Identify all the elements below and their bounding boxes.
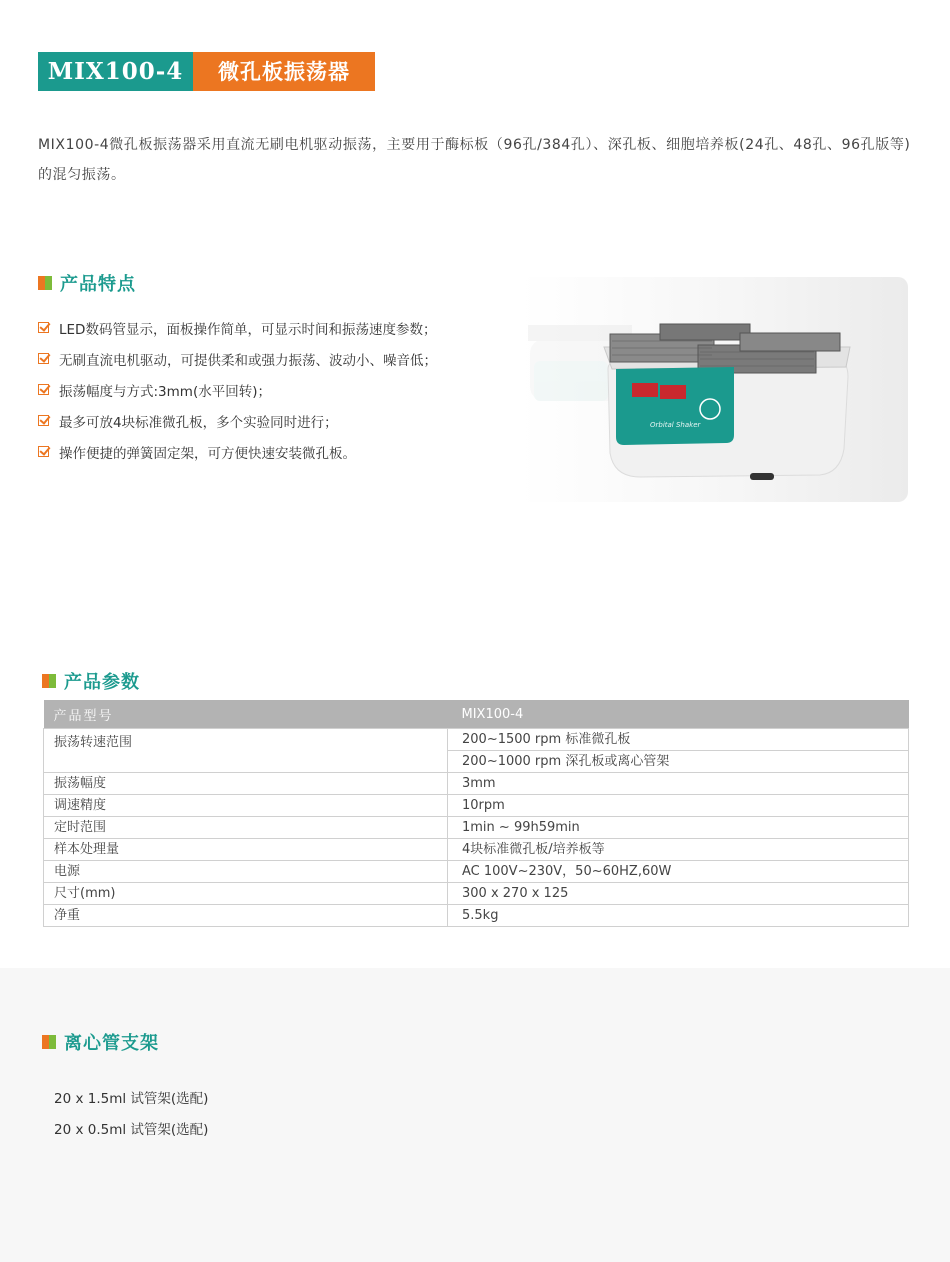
section-marker-icon bbox=[42, 674, 56, 688]
params-heading bbox=[42, 668, 140, 694]
feature-text: 最多可放4块标准微孔板，多个实验同时进行； bbox=[59, 414, 338, 431]
table-cell-value: 1min ~ 99h59min bbox=[448, 817, 909, 839]
feature-text: 无刷直流电机驱动，可提供柔和或强力振荡、波动小、噪音低； bbox=[59, 352, 437, 369]
list-item: 20 x 1.5ml 试管架(选配) bbox=[54, 1091, 209, 1107]
table-row bbox=[44, 861, 909, 883]
intro-paragraph: MIX100-4微孔板振荡器采用直流无刷电机驱动振荡，主要用于酶标板（96孔/384孔）、深孔板、细胞培养板(24孔、48孔、96孔版等)的混匀振荡。 bbox=[38, 137, 911, 183]
table-row bbox=[44, 883, 909, 905]
table-row bbox=[44, 773, 909, 795]
table-cell-label: 定时范围 bbox=[44, 817, 448, 839]
racks-heading bbox=[42, 1029, 159, 1055]
table-cell-label: 振荡幅度 bbox=[44, 773, 448, 795]
table-cell-value: 200~1500 rpm 标准微孔板 bbox=[448, 729, 909, 751]
feature-list bbox=[38, 312, 437, 467]
table-cell-value: 200~1000 rpm 深孔板或离心管架 bbox=[448, 751, 909, 773]
table-header-cell: MIX100-4 bbox=[448, 700, 909, 729]
feature-item bbox=[38, 374, 437, 405]
checkbox-checked-icon bbox=[38, 446, 49, 457]
panel-label: Orbital Shaker bbox=[650, 421, 701, 429]
table-cell-label: 电源 bbox=[44, 861, 448, 883]
feature-text: 操作便捷的弹簧固定架，可方便快速安装微孔板。 bbox=[59, 445, 356, 462]
table-header-row bbox=[44, 700, 909, 729]
feature-item bbox=[38, 312, 437, 343]
table-cell-value: 3mm bbox=[448, 773, 909, 795]
table-cell-value: AC 100V~230V，50~60HZ,60W bbox=[448, 861, 909, 883]
params-table bbox=[43, 700, 909, 927]
section-marker-icon bbox=[38, 276, 52, 290]
feature-item bbox=[38, 343, 437, 374]
page-title bbox=[38, 52, 375, 91]
orbital-shaker-photo-icon bbox=[520, 277, 908, 502]
table-row bbox=[44, 795, 909, 817]
table-cell-label: 调速精度 bbox=[44, 795, 448, 817]
checkbox-checked-icon bbox=[38, 322, 49, 333]
table-cell-value: 300 x 270 x 125 bbox=[448, 883, 909, 905]
table-cell-label: 尺寸(mm) bbox=[44, 883, 448, 905]
table-cell-value: 5.5kg bbox=[448, 905, 909, 927]
table-row bbox=[44, 839, 909, 861]
checkbox-checked-icon bbox=[38, 384, 49, 395]
feature-text: LED数码管显示，面板操作简单，可显示时间和振荡速度参数； bbox=[59, 321, 437, 338]
table-cell-label: 样本处理量 bbox=[44, 839, 448, 861]
table-cell-label: 振荡转速范围 bbox=[44, 729, 448, 773]
list-item: 20 x 0.5ml 试管架(选配) bbox=[54, 1122, 209, 1138]
feature-item bbox=[38, 405, 437, 436]
table-cell-value: 10rpm bbox=[448, 795, 909, 817]
table-cell-label: 净重 bbox=[44, 905, 448, 927]
table-row bbox=[44, 905, 909, 927]
product-name-label: 微孔板振荡器 bbox=[193, 52, 375, 91]
feature-text: 振荡幅度与方式:3mm(水平回转)； bbox=[59, 383, 271, 400]
model-label: MIX100-4 bbox=[38, 52, 193, 91]
params-heading-text: 产品参数 bbox=[64, 672, 140, 693]
product-image-panel bbox=[520, 277, 908, 502]
table-header-cell: 产品型号 bbox=[44, 700, 448, 729]
checkbox-checked-icon bbox=[38, 353, 49, 364]
table-row bbox=[44, 729, 909, 751]
section-marker-icon bbox=[42, 1035, 56, 1049]
checkbox-checked-icon bbox=[38, 415, 49, 426]
feature-item bbox=[38, 436, 437, 467]
table-cell-value: 4块标准微孔板/培养板等 bbox=[448, 839, 909, 861]
features-heading bbox=[38, 270, 136, 296]
table-row bbox=[44, 817, 909, 839]
features-heading-text: 产品特点 bbox=[60, 274, 136, 295]
racks-list bbox=[54, 1084, 208, 1146]
racks-heading-text: 离心管支架 bbox=[64, 1033, 159, 1054]
